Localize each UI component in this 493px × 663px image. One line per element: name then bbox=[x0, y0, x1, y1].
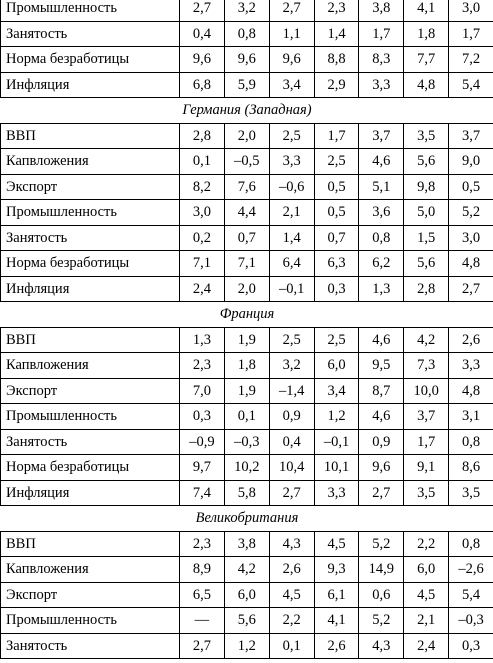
table-row bbox=[1, 149, 493, 175]
value-cell: 9,8 bbox=[404, 174, 449, 200]
value-cell: 2,5 bbox=[269, 327, 314, 353]
value-cell: 7,4 bbox=[180, 480, 225, 506]
value-cell: 3,4 bbox=[314, 378, 359, 404]
value-cell: 0,4 bbox=[180, 21, 225, 47]
value-cell: 1,4 bbox=[269, 225, 314, 251]
value-cell: 0,3 bbox=[314, 276, 359, 302]
country-heading: Германия (Западная) bbox=[1, 98, 493, 124]
value-cell: 1,7 bbox=[449, 21, 493, 47]
section-heading-row bbox=[1, 302, 493, 328]
value-cell: 3,7 bbox=[359, 123, 404, 149]
value-cell: 4,4 bbox=[224, 200, 269, 226]
indicator-label: Капвложения bbox=[1, 557, 180, 583]
value-cell: 2,2 bbox=[404, 531, 449, 557]
indicator-label: Капвложения bbox=[1, 353, 180, 379]
value-cell: 3,5 bbox=[449, 480, 493, 506]
value-cell: 0,5 bbox=[449, 174, 493, 200]
value-cell: 7,6 bbox=[224, 174, 269, 200]
value-cell: 0,5 bbox=[314, 174, 359, 200]
indicator-label: Промышленность bbox=[1, 200, 180, 226]
table-row bbox=[1, 582, 493, 608]
value-cell: 2,1 bbox=[404, 608, 449, 634]
table-row bbox=[1, 174, 493, 200]
value-cell: 4,5 bbox=[314, 531, 359, 557]
value-cell: 5,9 bbox=[224, 72, 269, 98]
value-cell: 0,8 bbox=[359, 225, 404, 251]
value-cell: 2,4 bbox=[404, 633, 449, 659]
value-cell: –0,1 bbox=[269, 276, 314, 302]
value-cell: 7,1 bbox=[224, 251, 269, 277]
value-cell: 3,4 bbox=[269, 72, 314, 98]
value-cell: 5,6 bbox=[404, 149, 449, 175]
value-cell: 5,4 bbox=[449, 72, 493, 98]
value-cell: 3,3 bbox=[269, 149, 314, 175]
indicator-label: Капвложения bbox=[1, 149, 180, 175]
table-row bbox=[1, 123, 493, 149]
value-cell: 3,0 bbox=[180, 200, 225, 226]
value-cell: 7,1 bbox=[180, 251, 225, 277]
value-cell: 4,6 bbox=[359, 404, 404, 430]
value-cell: 5,0 bbox=[404, 200, 449, 226]
value-cell: 2,7 bbox=[180, 0, 225, 21]
value-cell: 3,0 bbox=[449, 0, 493, 21]
value-cell: 9,3 bbox=[314, 557, 359, 583]
indicator-label: Норма безработицы bbox=[1, 47, 180, 73]
indicator-label: Промышленность bbox=[1, 608, 180, 634]
indicator-label: ВВП bbox=[1, 531, 180, 557]
value-cell: 3,5 bbox=[404, 480, 449, 506]
value-cell: 9,6 bbox=[359, 455, 404, 481]
value-cell: 14,9 bbox=[359, 557, 404, 583]
table-row bbox=[1, 378, 493, 404]
value-cell: 3,7 bbox=[404, 404, 449, 430]
value-cell: 2,1 bbox=[269, 200, 314, 226]
value-cell: 6,4 bbox=[269, 251, 314, 277]
value-cell: 2,6 bbox=[314, 633, 359, 659]
indicator-label: Занятость bbox=[1, 225, 180, 251]
indicator-label: Занятость bbox=[1, 633, 180, 659]
value-cell: 2,8 bbox=[180, 123, 225, 149]
indicator-label: Инфляция bbox=[1, 72, 180, 98]
value-cell: 4,3 bbox=[359, 633, 404, 659]
value-cell: 0,7 bbox=[224, 225, 269, 251]
value-cell: 3,8 bbox=[359, 0, 404, 21]
value-cell: 6,0 bbox=[314, 353, 359, 379]
value-cell: 4,6 bbox=[359, 149, 404, 175]
value-cell: –0,6 bbox=[269, 174, 314, 200]
table-row bbox=[1, 225, 493, 251]
table-row bbox=[1, 0, 493, 21]
value-cell: 6,0 bbox=[224, 582, 269, 608]
value-cell: 1,7 bbox=[404, 429, 449, 455]
value-cell: 1,8 bbox=[404, 21, 449, 47]
table-row bbox=[1, 327, 493, 353]
value-cell: 3,3 bbox=[449, 353, 493, 379]
value-cell: 0,5 bbox=[314, 200, 359, 226]
value-cell: — bbox=[180, 608, 225, 634]
value-cell: 1,2 bbox=[314, 404, 359, 430]
value-cell: 10,1 bbox=[314, 455, 359, 481]
value-cell: 7,0 bbox=[180, 378, 225, 404]
value-cell: 0,6 bbox=[359, 582, 404, 608]
value-cell: 2,7 bbox=[269, 480, 314, 506]
indicator-label: ВВП bbox=[1, 327, 180, 353]
value-cell: 9,6 bbox=[269, 47, 314, 73]
value-cell: 6,0 bbox=[404, 557, 449, 583]
value-cell: 0,8 bbox=[449, 429, 493, 455]
indicator-label: Занятость bbox=[1, 429, 180, 455]
value-cell: –0,9 bbox=[180, 429, 225, 455]
indicator-label: Норма безработицы bbox=[1, 455, 180, 481]
indicator-label: Экспорт bbox=[1, 378, 180, 404]
value-cell: 3,8 bbox=[224, 531, 269, 557]
value-cell: 0,3 bbox=[180, 404, 225, 430]
value-cell: 3,3 bbox=[359, 72, 404, 98]
value-cell: 3,5 bbox=[404, 123, 449, 149]
value-cell: 2,6 bbox=[449, 327, 493, 353]
value-cell: 2,6 bbox=[269, 557, 314, 583]
value-cell: 2,9 bbox=[314, 72, 359, 98]
value-cell: 1,7 bbox=[314, 123, 359, 149]
value-cell: 6,8 bbox=[180, 72, 225, 98]
value-cell: 2,7 bbox=[359, 480, 404, 506]
value-cell: 2,8 bbox=[404, 276, 449, 302]
section-heading-row bbox=[1, 98, 493, 124]
value-cell: 0,1 bbox=[269, 633, 314, 659]
value-cell: 4,6 bbox=[359, 327, 404, 353]
value-cell: 2,7 bbox=[449, 276, 493, 302]
value-cell: 2,3 bbox=[314, 0, 359, 21]
value-cell: 2,2 bbox=[269, 608, 314, 634]
value-cell: 4,2 bbox=[404, 327, 449, 353]
value-cell: 1,2 bbox=[224, 633, 269, 659]
value-cell: 8,6 bbox=[449, 455, 493, 481]
value-cell: 4,5 bbox=[269, 582, 314, 608]
value-cell: 8,3 bbox=[359, 47, 404, 73]
value-cell: 6,2 bbox=[359, 251, 404, 277]
indicator-label: Экспорт bbox=[1, 582, 180, 608]
value-cell: 7,3 bbox=[404, 353, 449, 379]
table-row bbox=[1, 429, 493, 455]
value-cell: 1,9 bbox=[224, 378, 269, 404]
table-row bbox=[1, 251, 493, 277]
value-cell: 5,2 bbox=[359, 608, 404, 634]
table-row bbox=[1, 21, 493, 47]
value-cell: 3,2 bbox=[224, 0, 269, 21]
value-cell: –2,6 bbox=[449, 557, 493, 583]
indicator-label: Инфляция bbox=[1, 480, 180, 506]
table-row bbox=[1, 353, 493, 379]
value-cell: 8,9 bbox=[180, 557, 225, 583]
value-cell: 3,1 bbox=[449, 404, 493, 430]
value-cell: 3,6 bbox=[359, 200, 404, 226]
value-cell: 9,1 bbox=[404, 455, 449, 481]
value-cell: 2,4 bbox=[180, 276, 225, 302]
value-cell: –0,1 bbox=[314, 429, 359, 455]
table-row bbox=[1, 276, 493, 302]
value-cell: 9,6 bbox=[224, 47, 269, 73]
value-cell: 0,7 bbox=[314, 225, 359, 251]
table-row bbox=[1, 531, 493, 557]
value-cell: 0,9 bbox=[269, 404, 314, 430]
value-cell: 2,7 bbox=[269, 0, 314, 21]
indicator-label: ВВП bbox=[1, 123, 180, 149]
value-cell: 4,8 bbox=[404, 72, 449, 98]
section-heading-row bbox=[1, 506, 493, 532]
indicator-label: Норма безработицы bbox=[1, 251, 180, 277]
indicator-label: Занятость bbox=[1, 21, 180, 47]
indicator-label: Инфляция bbox=[1, 276, 180, 302]
value-cell: 4,8 bbox=[449, 251, 493, 277]
value-cell: 5,6 bbox=[404, 251, 449, 277]
value-cell: 2,5 bbox=[314, 149, 359, 175]
value-cell: 5,2 bbox=[359, 531, 404, 557]
value-cell: 2,3 bbox=[180, 353, 225, 379]
value-cell: 3,0 bbox=[449, 225, 493, 251]
value-cell: 0,3 bbox=[449, 633, 493, 659]
country-heading: Франция bbox=[1, 302, 493, 328]
value-cell: 6,1 bbox=[314, 582, 359, 608]
table-row bbox=[1, 608, 493, 634]
value-cell: 9,5 bbox=[359, 353, 404, 379]
value-cell: 2,5 bbox=[269, 123, 314, 149]
value-cell: 2,0 bbox=[224, 276, 269, 302]
value-cell: 8,2 bbox=[180, 174, 225, 200]
table-row bbox=[1, 557, 493, 583]
value-cell: 10,2 bbox=[224, 455, 269, 481]
indicator-label: Промышленность bbox=[1, 0, 180, 21]
value-cell: 2,5 bbox=[314, 327, 359, 353]
value-cell: 0,4 bbox=[269, 429, 314, 455]
value-cell: 1,9 bbox=[224, 327, 269, 353]
value-cell: 6,5 bbox=[180, 582, 225, 608]
value-cell: 5,2 bbox=[449, 200, 493, 226]
value-cell: 3,7 bbox=[449, 123, 493, 149]
value-cell: –0,5 bbox=[224, 149, 269, 175]
value-cell: 9,0 bbox=[449, 149, 493, 175]
value-cell: 5,6 bbox=[224, 608, 269, 634]
value-cell: 0,1 bbox=[224, 404, 269, 430]
value-cell: 6,3 bbox=[314, 251, 359, 277]
table-row bbox=[1, 455, 493, 481]
value-cell: 2,7 bbox=[180, 633, 225, 659]
value-cell: 2,0 bbox=[224, 123, 269, 149]
table-row bbox=[1, 633, 493, 659]
value-cell: 1,3 bbox=[359, 276, 404, 302]
value-cell: 5,8 bbox=[224, 480, 269, 506]
value-cell: 9,6 bbox=[180, 47, 225, 73]
value-cell: 10,4 bbox=[269, 455, 314, 481]
value-cell: 3,2 bbox=[269, 353, 314, 379]
value-cell: 0,2 bbox=[180, 225, 225, 251]
value-cell: 1,8 bbox=[224, 353, 269, 379]
value-cell: 1,7 bbox=[359, 21, 404, 47]
table-body bbox=[1, 0, 493, 659]
value-cell: 4,8 bbox=[449, 378, 493, 404]
value-cell: 1,3 bbox=[180, 327, 225, 353]
table-row bbox=[1, 404, 493, 430]
value-cell: 10,0 bbox=[404, 378, 449, 404]
value-cell: –0,3 bbox=[449, 608, 493, 634]
value-cell: –0,3 bbox=[224, 429, 269, 455]
value-cell: 2,3 bbox=[180, 531, 225, 557]
table-row bbox=[1, 47, 493, 73]
indicator-label: Промышленность bbox=[1, 404, 180, 430]
value-cell: 0,9 bbox=[359, 429, 404, 455]
value-cell: 4,1 bbox=[404, 0, 449, 21]
indicator-label: Экспорт bbox=[1, 174, 180, 200]
country-heading: Великобритания bbox=[1, 506, 493, 532]
value-cell: 3,3 bbox=[314, 480, 359, 506]
table-row bbox=[1, 480, 493, 506]
value-cell: 4,3 bbox=[269, 531, 314, 557]
value-cell: 1,4 bbox=[314, 21, 359, 47]
table-row bbox=[1, 200, 493, 226]
value-cell: 5,4 bbox=[449, 582, 493, 608]
value-cell: 5,1 bbox=[359, 174, 404, 200]
value-cell: 1,1 bbox=[269, 21, 314, 47]
value-cell: 4,5 bbox=[404, 582, 449, 608]
value-cell: –1,4 bbox=[269, 378, 314, 404]
value-cell: 4,2 bbox=[224, 557, 269, 583]
value-cell: 4,1 bbox=[314, 608, 359, 634]
value-cell: 0,1 bbox=[180, 149, 225, 175]
value-cell: 7,2 bbox=[449, 47, 493, 73]
value-cell: 9,7 bbox=[180, 455, 225, 481]
value-cell: 8,8 bbox=[314, 47, 359, 73]
value-cell: 0,8 bbox=[449, 531, 493, 557]
value-cell: 0,8 bbox=[224, 21, 269, 47]
table-row bbox=[1, 72, 493, 98]
value-cell: 1,5 bbox=[404, 225, 449, 251]
value-cell: 8,7 bbox=[359, 378, 404, 404]
value-cell: 7,7 bbox=[404, 47, 449, 73]
